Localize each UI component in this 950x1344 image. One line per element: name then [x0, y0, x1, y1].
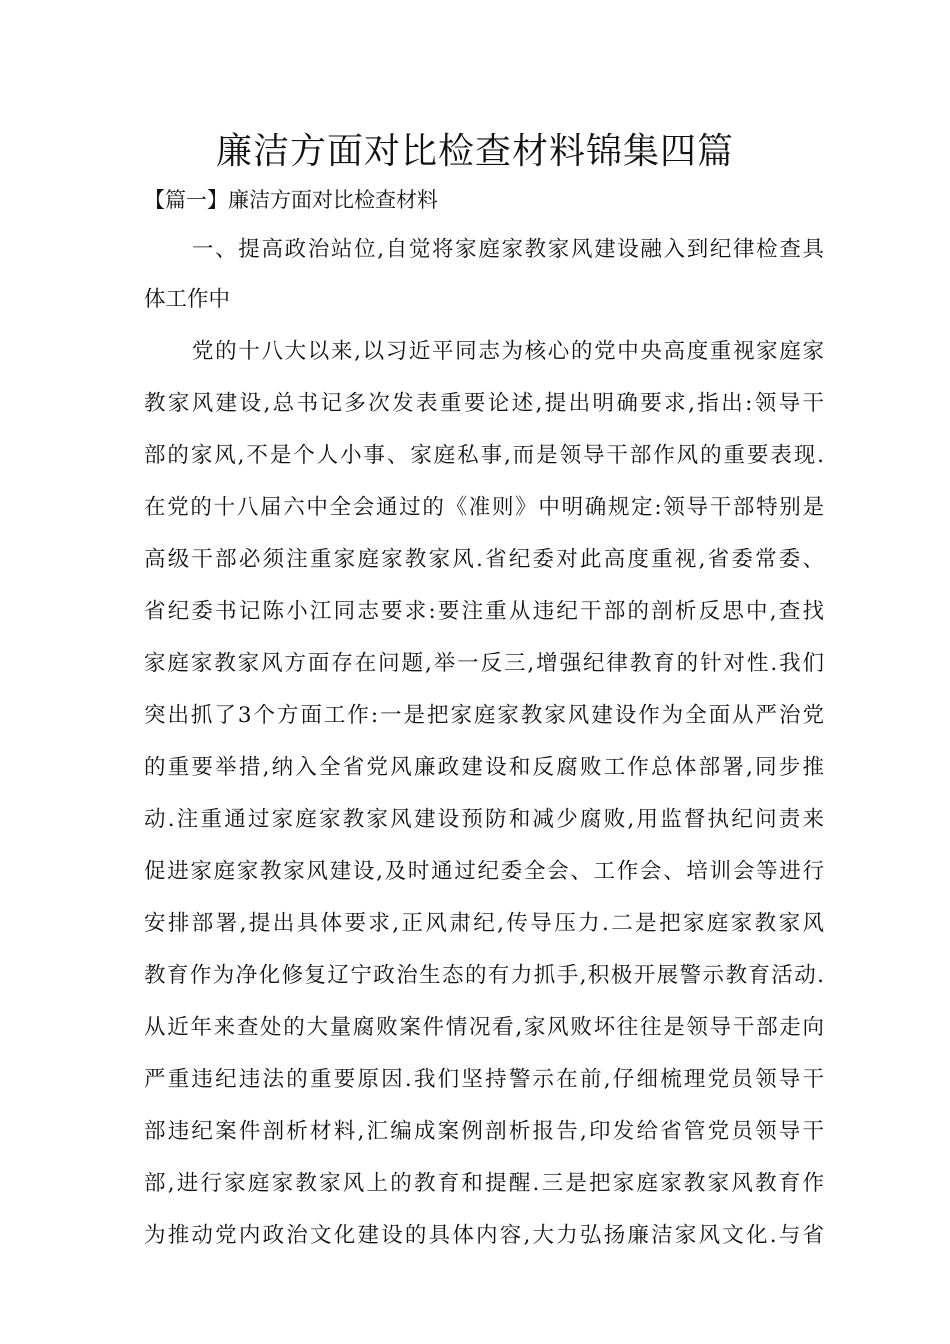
document-title: 廉洁方面对比检查材料锦集四篇: [215, 131, 734, 172]
paragraph-line: 在党的十八届六中全会通过的《准则》中明确规定:领导干部特别是: [144, 495, 824, 520]
paragraph-line: 教育作为净化修复辽宁政治生态的有力抓手,积极开展警示教育活动.: [144, 963, 824, 988]
paragraph-line: 部的家风,不是个人小事、家庭私事,而是领导干部作风的重要表现.: [144, 443, 824, 468]
section-heading: 【篇一】廉洁方面对比检查材料: [144, 188, 438, 212]
paragraph-line: 高级干部必须注重家庭家教家风.省纪委对此高度重视,省委常委、: [144, 547, 824, 572]
paragraph-line: 为推动党内政治文化建设的具体内容,大力弘扬廉洁家风文化.与省: [144, 1223, 824, 1248]
paragraph-line: 安排部署,提出具体要求,正风肃纪,传导压力.二是把家庭家教家风: [144, 911, 824, 936]
paragraph-line: 部,进行家庭家教家风上的教育和提醒.三是把家庭家教家风教育作: [144, 1171, 824, 1196]
paragraph-line: 严重违纪违法的重要原因.我们坚持警示在前,仔细梳理党员领导干: [144, 1067, 824, 1092]
paragraph-line: 的重要举措,纳入全省党风廉政建设和反腐败工作总体部署,同步推: [144, 755, 824, 780]
paragraph-line: 突出抓了3个方面工作:一是把家庭家教家风建设作为全面从严治党: [144, 703, 824, 728]
paragraph-line: 部违纪案件剖析材料,汇编成案例剖析报告,印发给省管党员领导干: [144, 1119, 824, 1144]
paragraph-line: 家庭家教家风方面存在问题,举一反三,增强纪律教育的针对性.我们: [144, 651, 824, 676]
paragraph-line: 促进家庭家教家风建设,及时通过纪委全会、工作会、培训会等进行: [144, 859, 824, 884]
heading-line: 一、提高政治站位,自觉将家庭家教家风建设融入到纪律检查具: [192, 237, 824, 262]
paragraph-line: 从近年来查处的大量腐败案件情况看,家风败坏往往是领导干部走向: [144, 1015, 824, 1040]
paragraph-line: 省纪委书记陈小江同志要求:要注重从违纪干部的剖析反思中,查找: [144, 599, 824, 624]
heading-line: 体工作中: [144, 287, 231, 312]
paragraph-line: 动.注重通过家庭家教家风建设预防和减少腐败,用监督执纪问责来: [144, 807, 824, 832]
paragraph-line: 党的十八大以来,以习近平同志为核心的党中央高度重视家庭家: [192, 339, 824, 364]
paragraph-line: 教家风建设,总书记多次发表重要论述,提出明确要求,指出:领导干: [144, 391, 824, 416]
